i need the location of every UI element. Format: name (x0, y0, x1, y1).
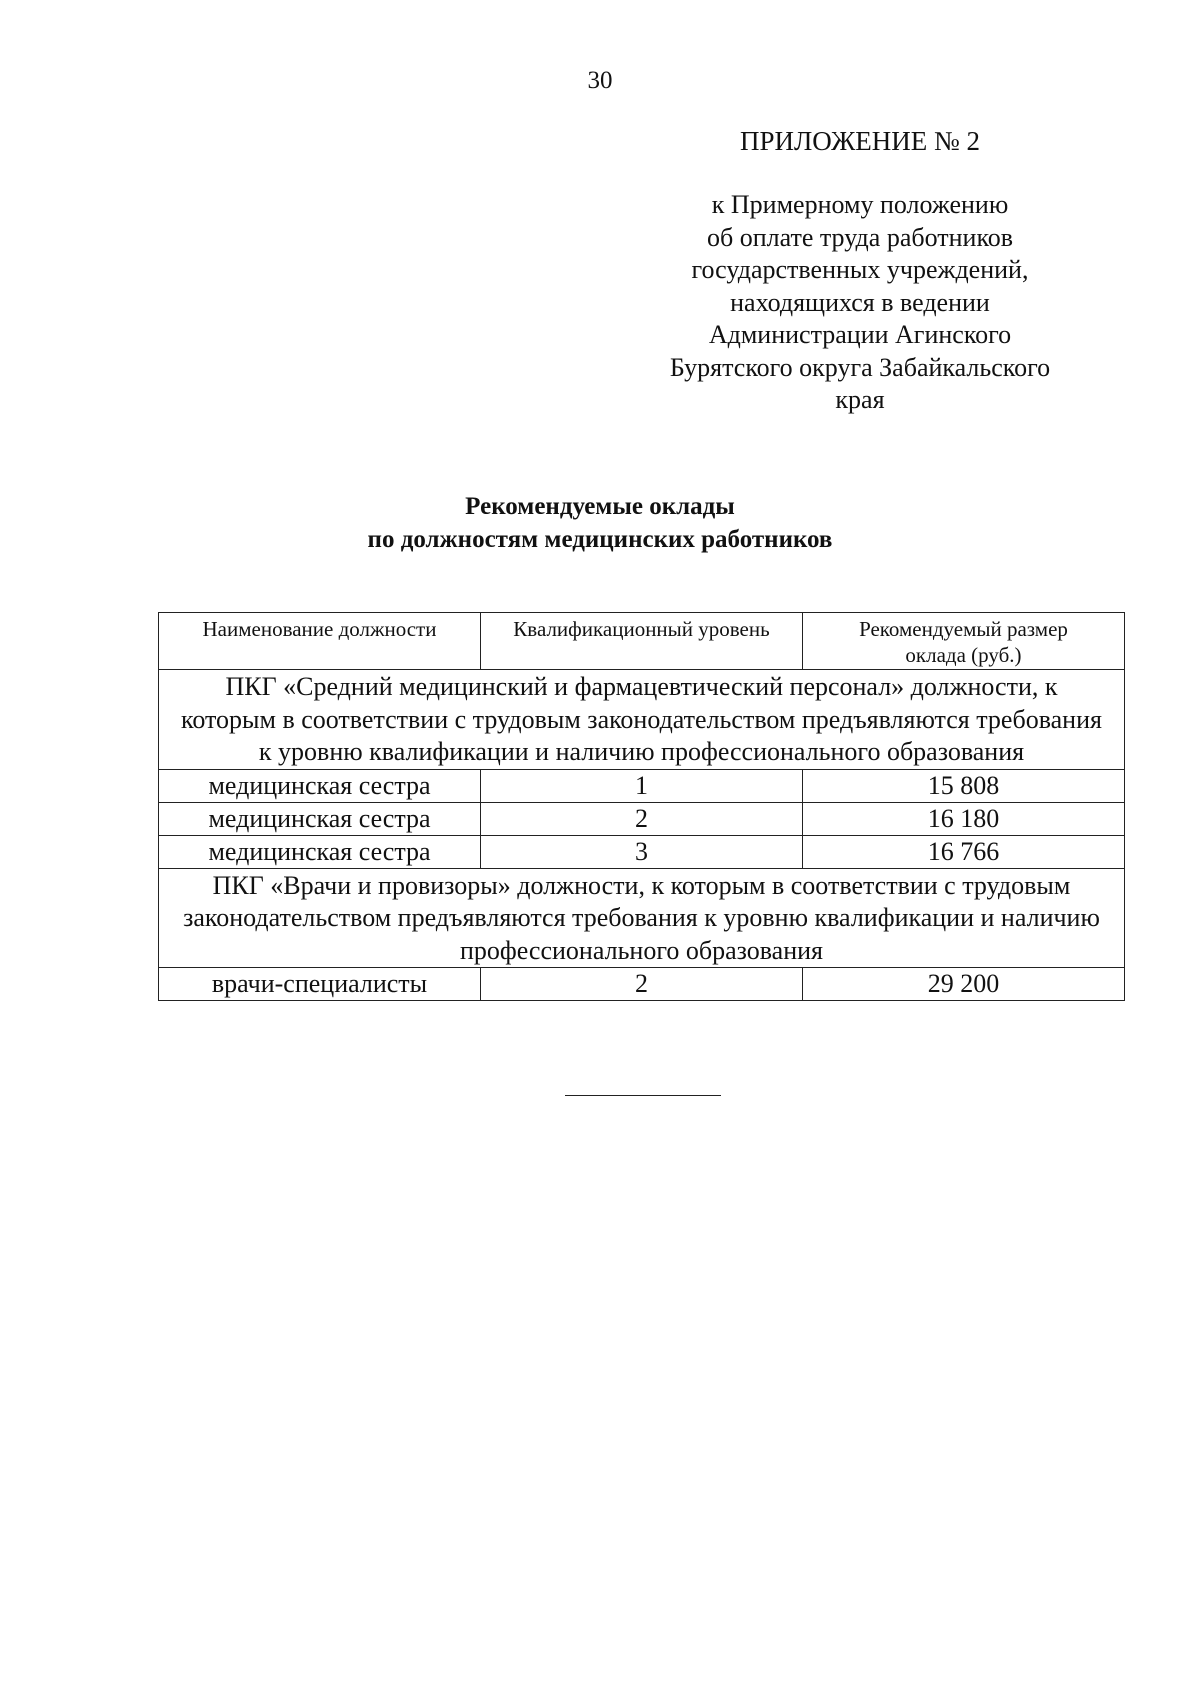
page-number: 30 (587, 67, 613, 94)
group-row (159, 670, 1125, 770)
table-row (159, 835, 1125, 868)
group-title: ПКГ «Врачи и провизоры» должности, к которым в соответствии с трудовым законодательством предъявляются требования к уровню квалификации и наличию профессионального образования (159, 868, 1125, 968)
appendix-reference-line: об оплате труда работников (706, 222, 1014, 252)
appendix-reference-line: к Примерному положению (711, 190, 1009, 219)
cell-position: медицинская сестра (159, 802, 481, 835)
cell-salary: 15 808 (803, 769, 1125, 802)
appendix-reference-line: Администрации Агинского (708, 320, 1012, 349)
document-title-line: по должностям медицинских работников (367, 526, 833, 553)
table-row (159, 968, 1125, 1001)
header-salary: Рекомендуемый размер оклада (руб.) (803, 613, 1125, 670)
group-title: ПКГ «Средний медицинский и фармацевтический персонал» должности, к которым в соответствии с трудовым законодательством предъявляются требования к уровню квалификации и наличию профессионального образования (159, 670, 1125, 770)
appendix-reference-line: Бурятского округа Забайкальского (669, 352, 1051, 382)
document-title (0, 490, 1200, 556)
cell-position: врачи-специалисты (159, 968, 481, 1001)
appendix-reference-line: находящихся в ведении (730, 287, 990, 317)
cell-level: 2 (481, 968, 803, 1001)
table-row (159, 769, 1125, 802)
cell-level: 2 (481, 802, 803, 835)
appendix-title: ПРИЛОЖЕНИЕ № 2 (739, 126, 981, 156)
appendix-reference-line: государственных учреждений, (691, 255, 1029, 284)
cell-salary: 29 200 (803, 968, 1125, 1001)
cell-position: медицинская сестра (159, 835, 481, 868)
cell-level: 3 (481, 835, 803, 868)
cell-position: медицинская сестра (159, 769, 481, 802)
table-row (159, 802, 1125, 835)
header-level: Квалификационный уровень (481, 613, 803, 670)
closing-line (565, 1095, 721, 1096)
cell-salary: 16 180 (803, 802, 1125, 835)
salary-table (158, 612, 1125, 1001)
document-title-line: Рекомендуемые оклады (465, 493, 735, 520)
appendix-reference (630, 189, 1090, 417)
cell-level: 1 (481, 769, 803, 802)
table-header-row (159, 613, 1125, 670)
cell-salary: 16 766 (803, 835, 1125, 868)
appendix-reference-line: края (835, 385, 885, 414)
header-position: Наименование должности (159, 613, 481, 670)
group-row (159, 868, 1125, 968)
